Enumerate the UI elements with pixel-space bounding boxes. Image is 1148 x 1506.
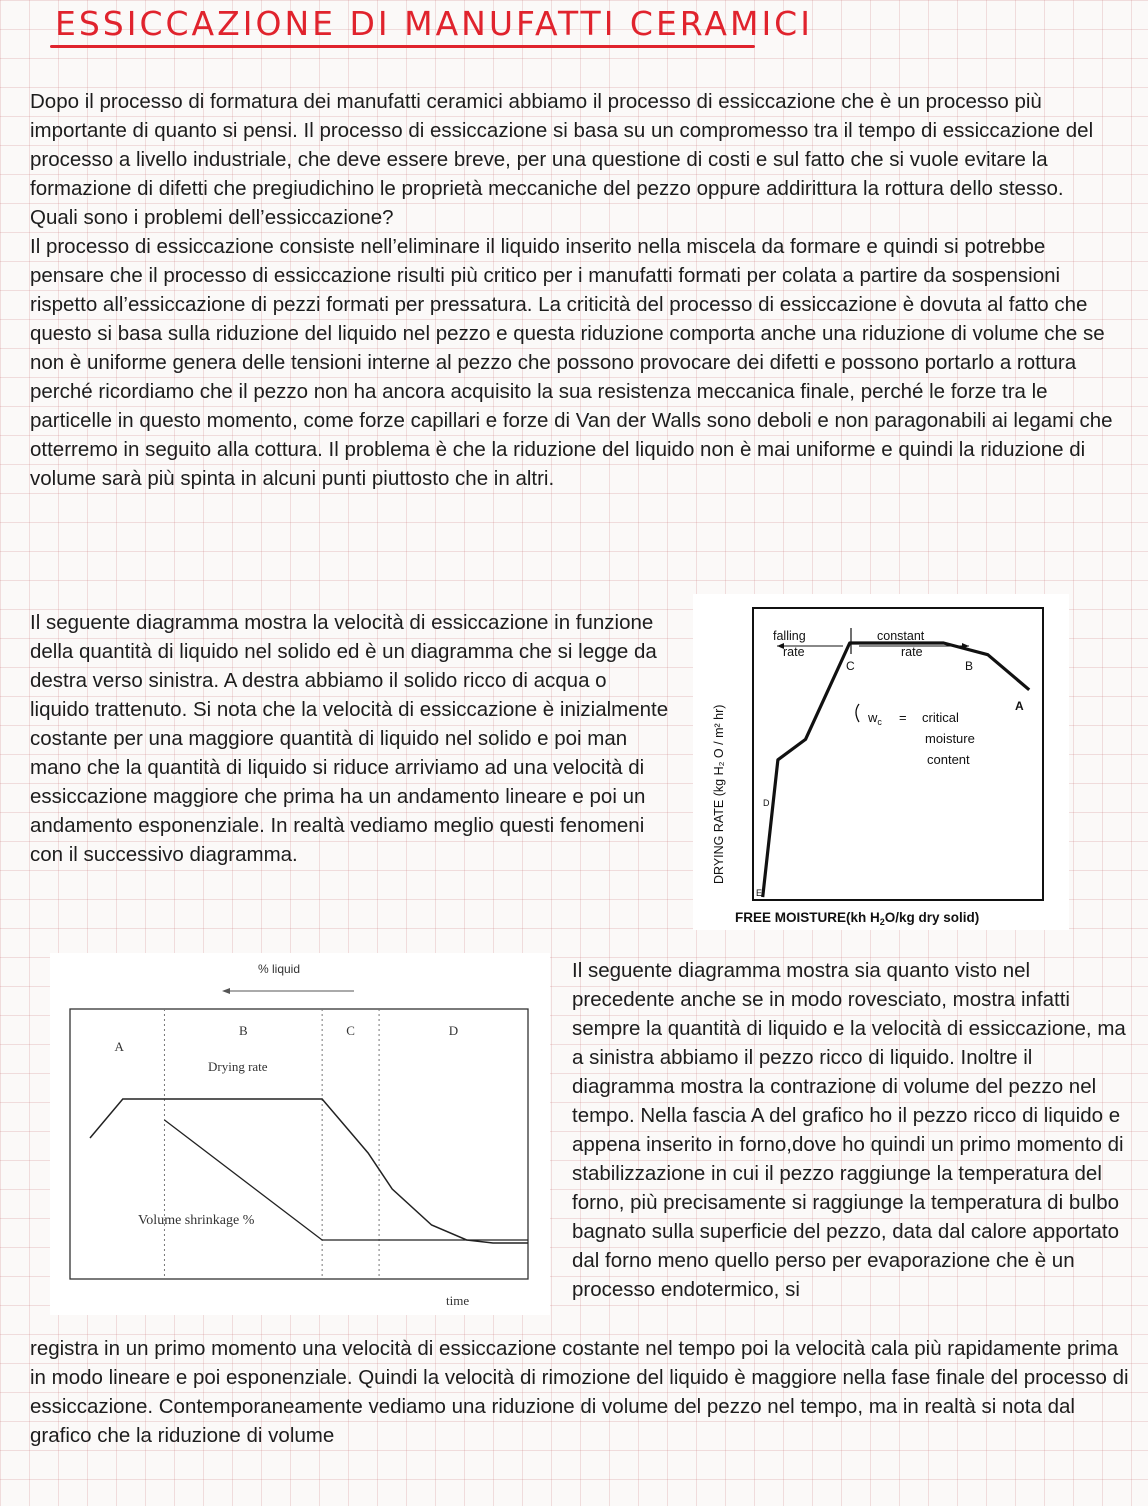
chart1-wc-equals: = (899, 710, 907, 725)
drying-rate-chart (693, 594, 1069, 930)
intro-paragraph-2: Il processo di essiccazione consiste nell’eliminare il liquido inserito nella miscela da formare e quindi si potrebbe pensare che il processo di essiccazione risulti più critico per i manufatti formati per colata a partire da sospensioni rispetto all’essiccazione di pezzi formati per pressatura. La criticità del processo di essiccazione è dovuta al fatto che questo si basa sulla riduzione del liquido nel pezzo e questa riduzione comporta anche una riduzione di volume che se non è uniforme genera delle tensioni interne al pezzo che possono provocare dei difetti e possono portarlo a rottura perché ricordiamo che il pezzo non ha ancora acquisito la sua resistenza meccanica finale, perché le forze tra le particelle in questo momento, come forze capillari e forze di Van der Walls sono deboli e non paragonabili ai legami che otterremo in seguito alla cottura. Il problema è che la riduzione del liquido non è mai uniforme e quindi la riduzione di volume sarà più spinta in alcuni punti piuttosto che in altri. (30, 235, 1113, 490)
chart1-xlabel-sub: 2 (879, 917, 885, 927)
chart1-moisture-label: moisture (925, 731, 975, 746)
intro-question: Quali sono i problemi dell’essiccazione? (30, 206, 394, 229)
chart1-ylabel: DRYING RATE (kg H₂ O / m² hr) (712, 704, 726, 884)
chart1-content-label: content (927, 752, 970, 767)
chart1-xlabel (735, 910, 979, 927)
closing-paragraph: registra in un primo momento una velocità di essiccazione costante nel tempo poi la velocità cala più rapidamente prima in modo lineare e poi esponenziale. Quindi la velocità di rimozione del liquido è maggiore nella fase finale del processo di essiccazione. Contemporaneamente vediamo una riduzione di volume del pezzo nel tempo, ma in realtà si nota dal grafico che la riduzione di volume (30, 1337, 1129, 1447)
chart1-description-text: Il seguente diagramma mostra la velocità di essiccazione in funzione della quantità di liquido nel solido ed è un diagramma che si legge da destra verso sinistra. A destra abbiamo il solido ricco di acqua o liquido trattenuto. Si nota che la velocità di essiccazione è inizialmente costante per una maggiore quantità di liquido nel solido e poi man mano che la quantità di liquido si riduce arriviamo ad una velocità di essiccazione maggiore che prima ha un andamento lineare e poi un andamento esponenziale. In realtà vediamo meglio questi fenomeni con il successivo diagramma. (30, 611, 669, 866)
chart1-point-c: C (846, 659, 855, 673)
chart1-critical-label: critical (922, 710, 959, 725)
intro-paragraph-1: Dopo il processo di formatura dei manufatti ceramici abbiamo il processo di essiccazione che è un processo più importante di quanto si pensi. Il processo di essiccazione si basa su un compromesso tra il tempo di essiccazione del processo a livello industriale, che deve essere breve, per una questione di costi e sul fatto che si vuole evitare la formazione di difetti che pregiudichino le proprietà meccaniche del pezzo oppure addirittura la rottura dello stesso. (30, 90, 1094, 200)
title-underline (50, 45, 755, 48)
chart1-xlabel-part-1: FREE MOISTURE(kh H (735, 910, 880, 925)
chart1-wc-label (867, 710, 882, 727)
intro-text (30, 87, 1118, 493)
chart2-zone-label: C (346, 1023, 355, 1038)
chart2-zone-label: A (114, 1039, 124, 1054)
chart2-frame (70, 1009, 528, 1279)
liquid-time-svg (50, 953, 550, 1315)
chart2-description (572, 956, 1132, 1304)
chart1-description (30, 608, 670, 869)
chart2-drying-rate-label: Drying rate (208, 1059, 268, 1074)
chart2-liquid-arrowhead (222, 988, 230, 994)
chart1-xlabel-part-2: O/kg dry solid) (884, 910, 980, 925)
closing-text (30, 1334, 1130, 1450)
chart2-zone-label: B (238, 1023, 248, 1038)
chart1-drying-curve (763, 643, 1029, 897)
page-title: ESSICCAZIONE DI MANUFATTI CERAMICI (55, 4, 813, 43)
chart1-point-d: D (763, 798, 770, 808)
chart2-zones (115, 1009, 459, 1279)
chart1-falling-label: falling (773, 629, 806, 643)
chart1-constant-rate-label: rate (901, 645, 923, 659)
chart1-point-b: B (965, 659, 974, 673)
chart2-top-label: % liquid (258, 962, 301, 976)
liquid-time-chart (50, 953, 550, 1315)
chart2-zone-label: D (448, 1023, 459, 1038)
chart2-volume-label: Volume shrinkage % (138, 1213, 255, 1228)
chart2-xlabel: time (446, 1293, 470, 1308)
chart1-wc-w: w (868, 710, 878, 725)
chart1-constant-label: constant (877, 629, 925, 643)
chart1-wc-sub: c (877, 717, 882, 727)
chart1-falling-rate-label: rate (783, 645, 805, 659)
chart1-critical-bracket (856, 704, 859, 722)
drying-rate-svg (693, 594, 1069, 930)
chart1-point-e: E (756, 888, 763, 898)
chart1-point-a: A (1015, 699, 1024, 713)
chart2-description-text: Il seguente diagramma mostra sia quanto visto nel precedente anche se in modo rovesciato, mostra infatti sempre la quantità di liquido e la velocità di essiccazione, ma a sinistra abbiamo il pezzo ricco di liquido. Inoltre il diagramma mostra la contrazione di volume del pezzo nel tempo. Nella fascia A del grafico ho il pezzo ricco di liquido e appena inserito in forno,dove ho quindi un primo momento di stabilizzazione in cui il pezzo raggiunge la temperatura del forno, più precisamente si raggiunge la temperatura di bulbo bagnato sulla superficie del pezzo, data dal calore apportato dal forno meno quello perso per evaporazione che è un processo endotermico, si (572, 959, 1126, 1301)
